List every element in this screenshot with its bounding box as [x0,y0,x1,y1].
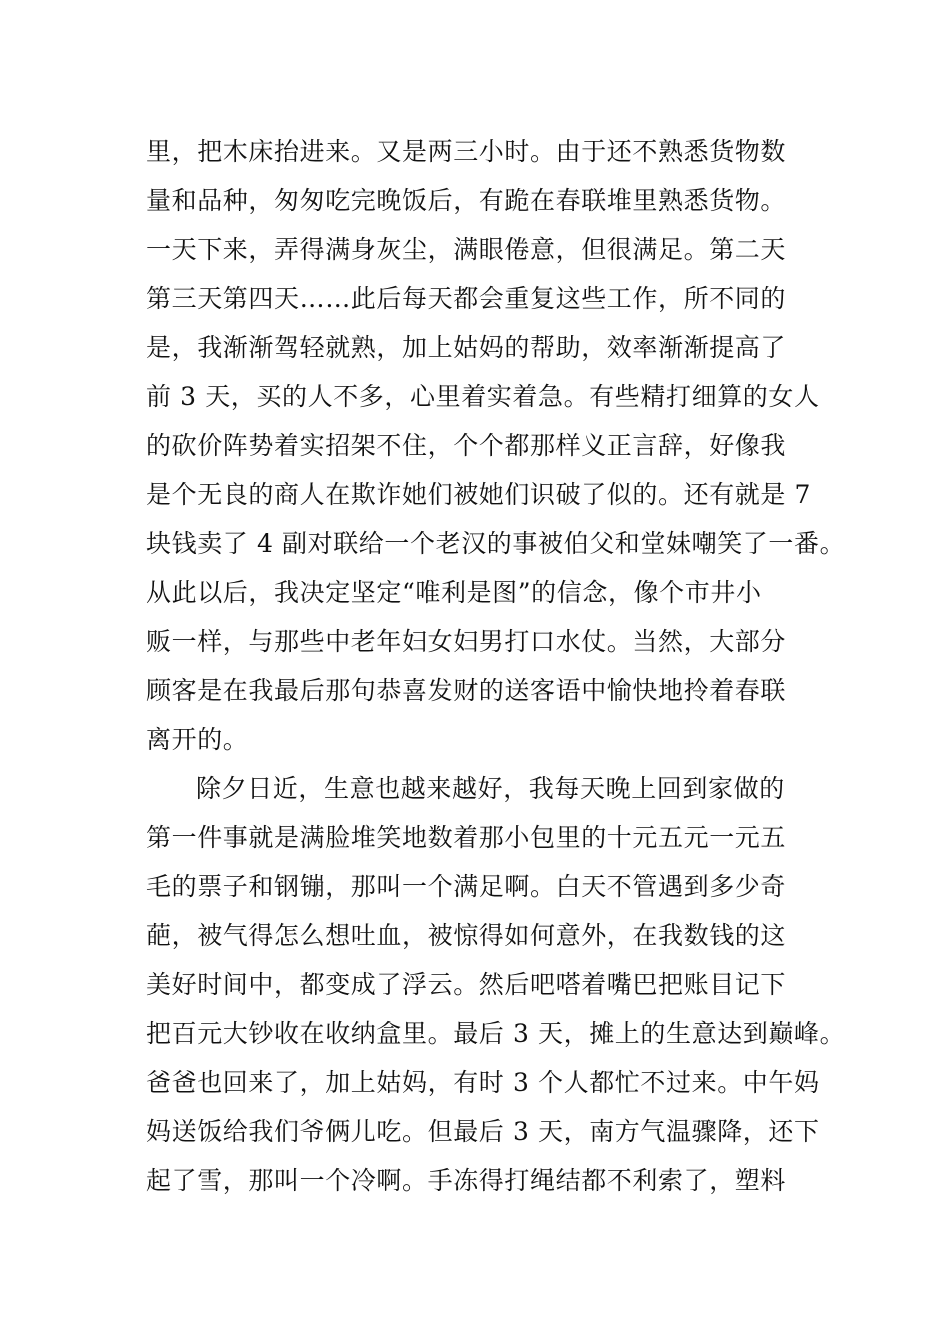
text-line: 美好时间中，都变成了浮云。然后吧嗒着嘴巴把账目记下 [146,970,787,999]
text-line: 块钱卖了 4 副对联给一个老汉的事被伯父和堂妹嘲笑了一番。 [146,529,846,558]
text-line: 从此以后，我决定坚定“唯利是图”的信念，像个市井小 [146,578,762,607]
text-line: 爸爸也回来了，加上姑妈，有时 3 个人都忙不过来。中午妈 [146,1068,820,1097]
paragraph-2 [146,764,846,1205]
text-line: 第一件事就是满脸堆笑地数着那小包里的十元五元一元五 [146,823,787,852]
text-line: 除夕日近，生意也越来越好，我每天晚上回到家做的 [196,774,785,803]
text-line: 贩一样，与那些中老年妇女妇男打口水仗。当然，大部分 [146,627,787,656]
text-line: 量和品种，匆匆吃完晚饭后，有跪在春联堆里熟悉货物。 [146,186,787,215]
body-text [146,127,846,1205]
text-line: 第三天第四天……此后每天都会重复这些工作，所不同的 [146,284,787,313]
text-line: 起了雪，那叫一个冷啊。手冻得打绳结都不利索了，塑料 [146,1166,787,1195]
text-line: 是个无良的商人在欺诈她们被她们识破了似的。还有就是 7 [146,480,812,509]
text-line: 葩，被气得怎么想吐血，被惊得如何意外，在我数钱的这 [146,921,787,950]
text-line: 妈送饭给我们爷俩儿吃。但最后 3 天，南方气温骤降，还下 [146,1117,820,1146]
text-line: 的砍价阵势着实招架不住，个个都那样义正言辞，好像我 [146,431,787,460]
paragraph-1 [146,127,846,764]
text-line: 前 3 天，买的人不多，心里着实着急。有些精打细算的女人 [146,382,820,411]
text-line: 离开的。 [146,725,249,754]
text-line: 顾客是在我最后那句恭喜发财的送客语中愉快地拎着春联 [146,676,787,705]
text-line: 一天下来，弄得满身灰尘，满眼倦意，但很满足。第二天 [146,235,787,264]
text-line: 里，把木床抬进来。又是两三小时。由于还不熟悉货物数 [146,137,787,166]
text-line: 毛的票子和钢镚，那叫一个满足啊。白天不管遇到多少奇 [146,872,787,901]
text-line: 是，我渐渐驾轻就熟，加上姑妈的帮助，效率渐渐提高了 [146,333,787,362]
text-line: 把百元大钞收在收纳盒里。最后 3 天，摊上的生意达到巅峰。 [146,1019,846,1048]
